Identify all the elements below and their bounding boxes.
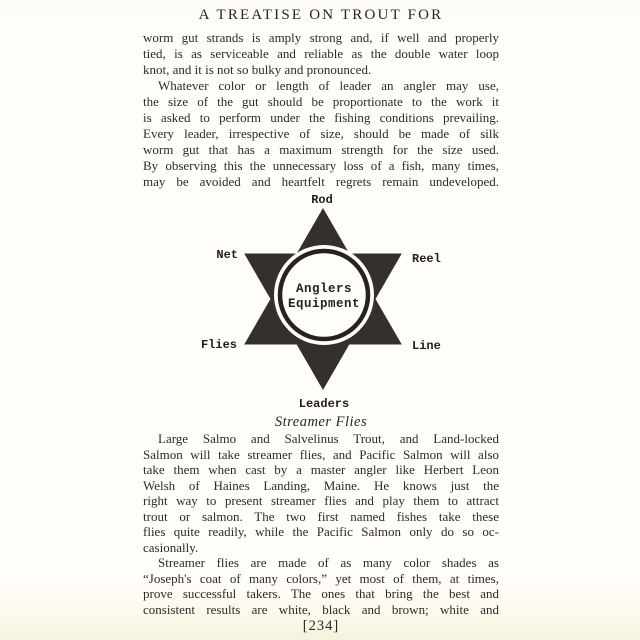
text-line: the size of the gut should be proportionate to the work it — [143, 94, 499, 109]
text-line: Every leader, irrespective of size, should be made of silk — [143, 126, 499, 141]
label-leaders: Leaders — [298, 397, 350, 411]
center-label-line1: Anglers — [295, 282, 353, 296]
label-net: Net — [216, 248, 238, 262]
text-line: worm gut strands is amply strong and, if well and properly — [143, 30, 499, 45]
paragraph-worm-gut — [143, 30, 499, 78]
text-line: is asked to perform under the fishing conditions prevailing. — [143, 110, 499, 125]
label-flies: Flies — [200, 338, 237, 352]
label-line: Line — [412, 339, 441, 353]
text-line: Streamer flies are made of as many color shades as — [158, 555, 499, 570]
section-heading-streamer-flies: Streamer Flies — [274, 414, 368, 430]
label-rod: Rod — [311, 193, 333, 207]
center-label-line2: Equipment — [287, 297, 361, 311]
text-line: tied, is as serviceable and reliable as the double water loop — [143, 46, 499, 61]
paragraph-streamer-colors — [143, 555, 499, 617]
text-line: trout or salmon. The two first named fishes take these — [143, 508, 499, 524]
text-line: consistent results are white, black and brown; white and — [143, 601, 499, 617]
text-line: right way to present streamer flies and play them to attract — [143, 493, 499, 508]
text-line: flies quite readily, while the Pacific Salmon only do so oc- — [143, 524, 499, 539]
text-line: By observing this the unnecessary loss of a fish, many times, — [143, 158, 499, 173]
text-line: take them when cast by a master angler like Herbert Leon — [143, 462, 499, 477]
label-reel: Reel — [412, 252, 441, 266]
text-line: Whatever color or length of leader an angler may use, — [158, 78, 499, 93]
text-line: knot, and it is not so bulky and pronounced. — [143, 62, 372, 77]
running-header: A TREATISE ON TROUT FOR — [198, 7, 444, 23]
text-line: Salmon will take streamer flies, and Pacific Salmon will also — [143, 446, 499, 462]
paragraph-leader-size — [143, 78, 499, 190]
text-line: may be avoided and heartfelt regrets remain undeveloped. — [143, 174, 499, 189]
text-line: Large Salmo and Salvelinus Trout, and Land-locked — [158, 431, 499, 446]
text-line: “Joseph's coat of many colors,” yet most of them, at times, — [143, 570, 499, 586]
text-line: casionally. — [143, 539, 199, 555]
text-line: Welsh of Haines Landing, Maine. He knows just the — [143, 477, 499, 493]
text-line: worm gut that has a maximum strength for the size used. — [143, 142, 499, 157]
text-line: prove successful takers. The ones that bring the best and — [143, 586, 499, 601]
paragraph-streamer-intro — [143, 431, 499, 555]
page-number: [234] — [302, 618, 340, 634]
anglers-equipment-star-diagram — [180, 188, 470, 414]
